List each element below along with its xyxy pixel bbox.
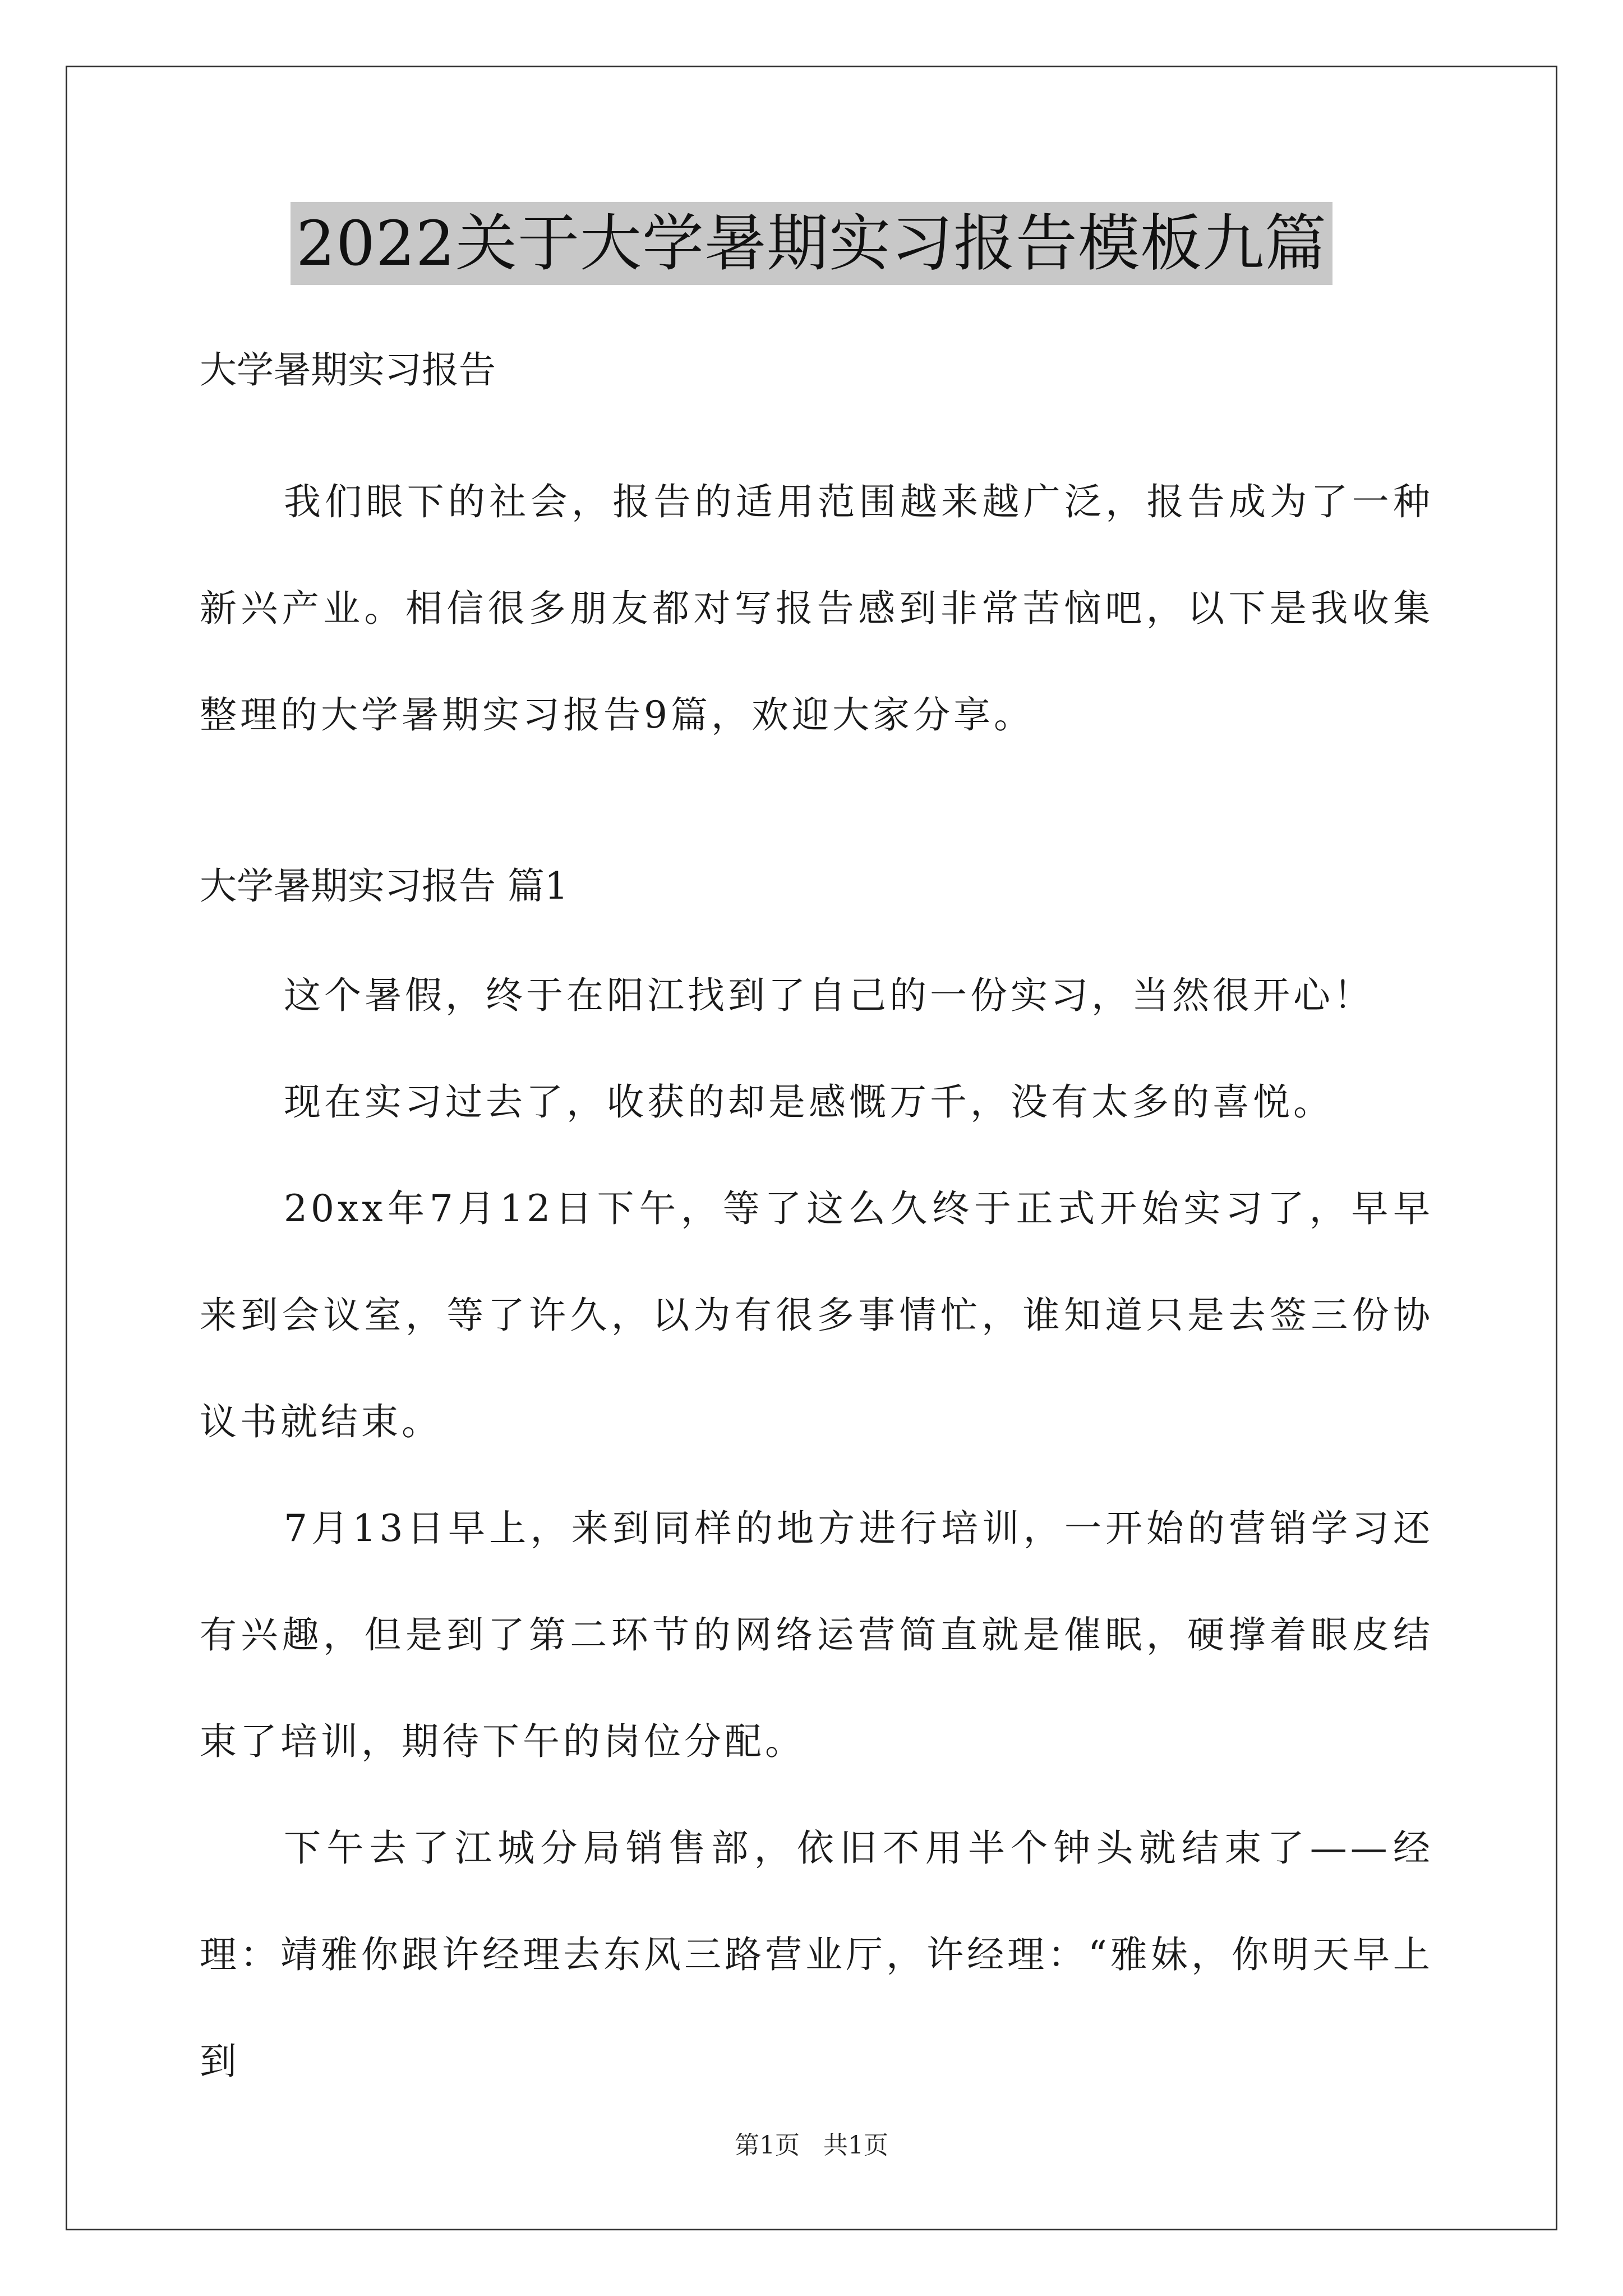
spacer — [200, 404, 1433, 449]
intro-heading: 大学暑期实习报告 — [200, 348, 496, 392]
body-paragraph: 20xx年7月12日下午，等了这么久终于正式开始实习了，早早来到会议室，等了许久，以为有很多事情忙，谁知道只是去签三份协议书就结束。 — [200, 1187, 1433, 1443]
spacer — [200, 769, 1433, 853]
body-paragraph: 现在实习过去了，收获的却是感慨万千，没有太多的喜悦。 — [284, 1080, 1334, 1124]
body-paragraph: 这个暑假，终于在阳江找到了自己的一份实习，当然很开心！ — [284, 974, 1374, 1017]
body-paragraph: 7月13日早上，来到同样的地方进行培训，一开始的营销学习还有兴趣，但是到了第二环节的网络运营简直就是催眠，硬撑着眼皮结束了培训，期待下午的岗位分配。 — [200, 1507, 1433, 1763]
page-footer: 第1页 共1页 — [735, 2131, 888, 2160]
title-container — [0, 202, 1623, 285]
document-title: 2022关于大学暑期实习报告模板九篇 — [291, 202, 1332, 285]
body-paragraph: 下午去了江城分局销售部，依旧不用半个钟头就结束了——经理：靖雅你跟许经理去东风三路营业厅，许经理：“雅妹，你明天早上到 — [200, 1826, 1433, 2083]
intro-paragraph: 我们眼下的社会，报告的适用范围越来越广泛，报告成为了一种新兴产业。相信很多朋友都对写报告感到非常苦恼吧，以下是我收集整理的大学暑期实习报告9篇，欢迎大家分享。 — [200, 480, 1433, 737]
spacer — [200, 920, 1433, 942]
document-body — [200, 337, 1433, 2115]
section-heading: 大学暑期实习报告 篇1 — [200, 864, 568, 908]
